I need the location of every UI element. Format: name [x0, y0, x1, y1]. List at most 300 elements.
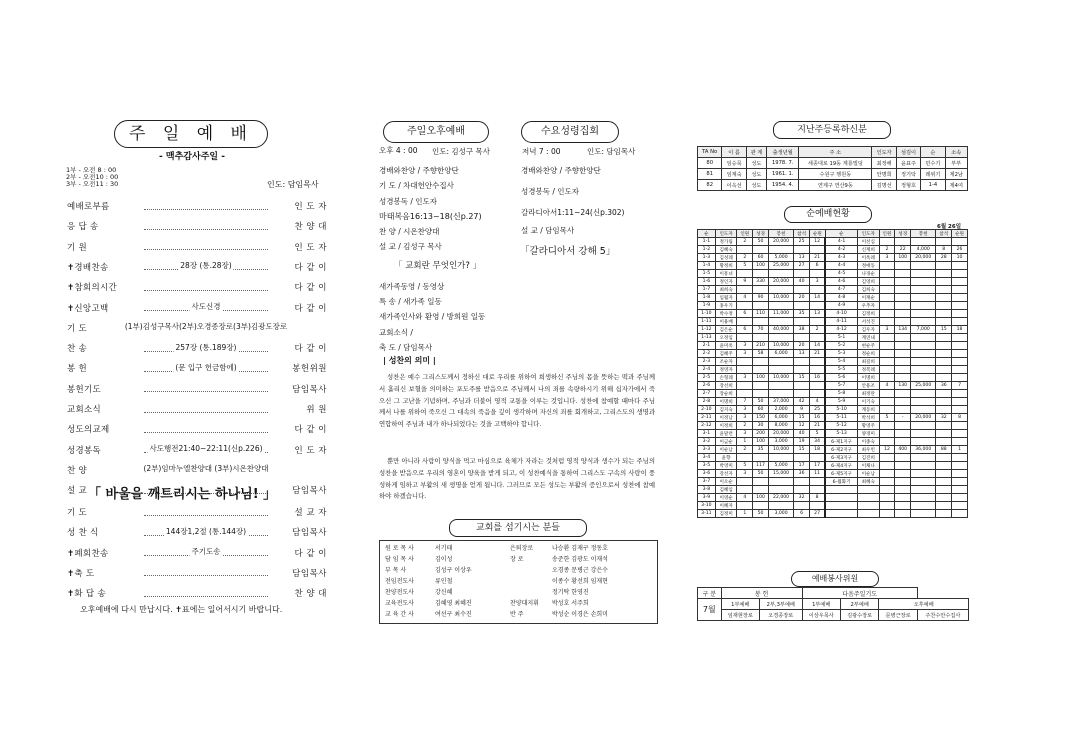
- attendance-cell: 이옥례: [857, 254, 879, 262]
- table-header-cell: 인원: [879, 230, 895, 238]
- staff-names: 송준한 김광도 이재석: [552, 556, 608, 563]
- attendance-cell: [768, 390, 793, 398]
- attendance-cell: [952, 238, 968, 246]
- attendance-cell: 3: [737, 470, 753, 478]
- attendance-cell: 나경순: [857, 270, 879, 278]
- table-row: [698, 342, 968, 350]
- attendance-cell: [952, 270, 968, 278]
- order-row: [67, 281, 327, 293]
- table-row: [698, 326, 968, 334]
- service-subheader-row: [698, 599, 969, 610]
- attendance-cell: [768, 270, 793, 278]
- attendance-cell: [952, 286, 968, 294]
- attendance-cell: [753, 502, 769, 510]
- staff-role: 찬양전도사: [385, 589, 414, 596]
- attendance-cell: 21: [809, 422, 825, 430]
- staff-role: 찬양대지휘: [510, 600, 539, 607]
- attendance-cell: [952, 406, 968, 414]
- newcomer-cell: 정기탁: [896, 169, 920, 180]
- attendance-cell: [895, 422, 911, 430]
- staff-names: 박성순 이경은 손희미: [552, 611, 608, 618]
- attendance-cell: [879, 494, 895, 502]
- attendance-cell: [879, 334, 895, 342]
- order-role: 담임목사: [292, 568, 327, 579]
- table-header-cell: 성경: [895, 230, 911, 238]
- service-person-cell: 이상우목사: [802, 610, 840, 621]
- attendance-cell: [936, 462, 952, 470]
- staff-names: 오경종 문병근 강은수: [552, 567, 608, 574]
- newcomers-table: [697, 146, 968, 191]
- attendance-cell: 장선희: [715, 382, 737, 390]
- attendance-cell: 김희숙: [857, 286, 879, 294]
- table-row: [698, 414, 968, 422]
- attendance-cell: [737, 318, 753, 326]
- attendance-cell: [895, 406, 911, 414]
- table-header-cell: 인도자: [857, 230, 879, 238]
- staff-names: 박성호 서주희: [552, 600, 589, 607]
- attendance-cell: 1-10: [698, 310, 716, 318]
- attendance-cell: 4: [737, 294, 753, 302]
- attendance-cell: 40: [794, 278, 810, 286]
- attendance-cell: 2: [809, 326, 825, 334]
- attendance-cell: [809, 270, 825, 278]
- attendance-cell: 10,000: [768, 294, 793, 302]
- order-label: ✝폐회찬송: [67, 548, 109, 559]
- attendance-cell: [895, 302, 911, 310]
- pm-order-line: 특 송 / 새가족 일동: [379, 297, 442, 306]
- staff-names: 여선구 최수진: [435, 611, 472, 618]
- attendance-cell: 58: [753, 350, 769, 358]
- attendance-cell: 20,000: [768, 430, 793, 438]
- pm-order-line: 찬 양 / 시온찬양대: [379, 227, 440, 236]
- attendance-cell: 100: [753, 494, 769, 502]
- attendance-cell: [737, 358, 753, 366]
- attendance-cell: 6,000: [768, 414, 793, 422]
- order-role: 다 같 이: [294, 262, 327, 273]
- attendance-cell: 14: [809, 294, 825, 302]
- staff-title: 교회를 섬기시는 분들: [449, 519, 587, 537]
- attendance-cell: 6: [737, 310, 753, 318]
- attendance-cell: 1-3: [698, 254, 716, 262]
- table-row: [698, 478, 968, 486]
- staff-role: 담 임 목 사: [385, 556, 414, 563]
- attendance-cell: 2-1: [698, 342, 716, 350]
- attendance-cell: [753, 390, 769, 398]
- order-role: 설 교 자: [294, 508, 327, 518]
- service-month: 7월: [698, 599, 722, 621]
- attendance-cell: 이정희: [715, 422, 737, 430]
- service-time-2: 2부 - 오전10 : 00: [66, 173, 119, 181]
- attendance-cell: [895, 366, 911, 374]
- footer-note: 오후예배에 다시 만납시다. ✝표에는 일어서시기 바랍니다.: [80, 605, 283, 614]
- staff-names: 강신혜: [435, 589, 453, 596]
- attendance-cell: [809, 302, 825, 310]
- attendance-cell: 15: [794, 374, 810, 382]
- staff-row: [507, 542, 611, 553]
- order-leader-dots: [144, 526, 268, 536]
- attendance-cell: [879, 478, 895, 486]
- table-row: [698, 262, 968, 270]
- attendance-cell: 이기숙: [857, 398, 879, 406]
- attendance-cell: [879, 454, 895, 462]
- attendance-cell: 5-9: [825, 398, 857, 406]
- table-header-cell: 순: [698, 230, 716, 238]
- attendance-cell: [911, 358, 936, 366]
- staff-names: 정기탁 한영진: [552, 589, 589, 596]
- attendance-cell: [879, 398, 895, 406]
- order-label: ✝신앙고백: [67, 303, 109, 314]
- staff-role: [507, 575, 549, 586]
- attendance-cell: 210: [753, 342, 769, 350]
- attendance-cell: 12: [879, 446, 895, 454]
- attendance-cell: [768, 366, 793, 374]
- attendance-cell: [936, 294, 952, 302]
- attendance-cell: 16: [809, 374, 825, 382]
- table-row: [698, 422, 968, 430]
- attendance-cell: [794, 318, 810, 326]
- attendance-cell: [794, 286, 810, 294]
- staff-role: 장 로: [510, 556, 524, 563]
- attendance-cell: 100: [753, 262, 769, 270]
- attendance-cell: 6-제2지구: [825, 446, 857, 454]
- table-row: [698, 382, 968, 390]
- attendance-cell: 4-5: [825, 270, 857, 278]
- attendance-cell: [936, 358, 952, 366]
- main-service-title: 주 일 예 배: [114, 120, 268, 148]
- attendance-cell: 200: [753, 430, 769, 438]
- attendance-cell: 1-11: [698, 318, 716, 326]
- attendance-cell: 김은순: [715, 326, 737, 334]
- attendance-cell: 김영희: [857, 278, 879, 286]
- attendance-cell: [768, 246, 793, 254]
- order-leader-dots: [144, 223, 268, 230]
- staff-names: 김이성: [435, 556, 453, 563]
- attendance-cell: [895, 398, 911, 406]
- attendance-cell: 3: [737, 430, 753, 438]
- attendance-cell: 6-제1지구: [825, 438, 857, 446]
- attendance-cell: 4,000: [911, 246, 936, 254]
- attendance-cell: 5-7: [825, 382, 857, 390]
- attendance-cell: 1: [737, 438, 753, 446]
- attendance-cell: 현순주: [857, 342, 879, 350]
- attendance-cell: [936, 478, 952, 486]
- wed-sermon: 「갈라디아서 강해 5」: [520, 246, 616, 257]
- attendance-cell: 김정희: [857, 310, 879, 318]
- attendance-cell: [911, 318, 936, 326]
- pm-time: 오후 4 : 00: [379, 146, 418, 155]
- attendance-cell: 3-6: [698, 470, 716, 478]
- attendance-cell: 20,000: [768, 238, 793, 246]
- newcomer-cell: 김명선: [872, 180, 896, 191]
- attendance-cell: 윤미옥: [715, 342, 737, 350]
- attendance-cell: [895, 334, 911, 342]
- order-role: 인 도 자: [294, 202, 327, 212]
- attendance-cell: 15: [794, 414, 810, 422]
- order-label: 봉 헌: [67, 364, 88, 375]
- essay-paragraph-2: 뿐만 아니라 사람이 양식을 먹고 마심으로 육체가 자라는 것처럼 영적 양식과 생수가 되는 주님의 성찬을 받음으로 우리의 영혼이 양육을 받게 되고, 이 성찬예식을 통하여 그리스도 구속의 사랑이 풍성하게 임하고 부활의 새 생명을 얻게 됩니다. 그러므로 모든 성도는 부활의 증인으로서 성찬에 참예하야 하겠습니다.: [379, 457, 655, 501]
- order-detail: 사도신경: [191, 302, 221, 311]
- essay-title: | 성찬의 의미 |: [383, 356, 436, 365]
- service-header-cell: 구 분: [698, 588, 722, 599]
- newcomer-cell: 임승묵: [722, 158, 746, 169]
- pm-service-title: 주일오후예배: [383, 121, 489, 143]
- newcomer-cell: 임계숙: [722, 169, 746, 180]
- attendance-cell: [936, 374, 952, 382]
- attendance-cell: [911, 398, 936, 406]
- attendance-cell: 4-7: [825, 286, 857, 294]
- attendance-cell: 5-3: [825, 350, 857, 358]
- attendance-cell: 3-1: [698, 430, 716, 438]
- attendance-cell: 김혜숙: [715, 246, 737, 254]
- attendance-cell: [952, 478, 968, 486]
- newcomer-cell: 제4여: [945, 180, 967, 191]
- table-row: [698, 334, 968, 342]
- wed-order-line: 갈라디아서1:11~24(신p.302): [521, 208, 625, 217]
- attendance-cell: [809, 486, 825, 494]
- attendance-cell: [879, 342, 895, 350]
- order-row: [67, 302, 327, 314]
- attendance-cell: 36: [936, 382, 952, 390]
- attendance-cell: 5-4: [825, 358, 857, 366]
- newcomer-cell: 81: [698, 169, 722, 180]
- order-leader-dots: [144, 549, 268, 556]
- table-header-cell: 주 소: [799, 147, 872, 158]
- attendance-cell: 2-3: [698, 358, 716, 366]
- attendance-cell: [952, 422, 968, 430]
- attendance-cell: 박영미: [715, 462, 737, 470]
- attendance-cell: [952, 310, 968, 318]
- attendance-cell: 100: [753, 438, 769, 446]
- attendance-cell: 5-2: [825, 342, 857, 350]
- attendance-cell: 15,000: [768, 470, 793, 478]
- attendance-cell: [737, 390, 753, 398]
- attendance-cell: [936, 390, 952, 398]
- table-row: [698, 158, 968, 169]
- attendance-cell: 정인자: [715, 278, 737, 286]
- attendance-cell: 2: [737, 446, 753, 454]
- order-detail: (1부)김성구목사(2부)오경종장로(3부)김광도장로: [124, 322, 288, 332]
- attendance-cell: 3-8: [698, 486, 716, 494]
- attendance-cell: 3: [879, 254, 895, 262]
- attendance-cell: 정가림: [715, 238, 737, 246]
- service-person-cell: 임재현장로: [721, 610, 759, 621]
- attendance-cell: 6-월화기: [825, 478, 857, 486]
- table-row: [698, 366, 968, 374]
- staff-row: [507, 608, 611, 619]
- staff-row: [382, 597, 475, 608]
- order-row: [67, 220, 327, 232]
- attendance-cell: 6,000: [768, 350, 793, 358]
- order-label: 성도의교제: [67, 425, 110, 436]
- staff-row: [382, 564, 475, 575]
- attendance-cell: [768, 454, 793, 462]
- attendance-cell: [794, 390, 810, 398]
- attendance-cell: 110: [753, 310, 769, 318]
- service-header-cell: 봉 헌: [721, 588, 802, 599]
- attendance-cell: [895, 470, 911, 478]
- attendance-date: 6월 26일: [937, 224, 962, 230]
- attendance-cell: 16: [809, 414, 825, 422]
- attendance-cell: 홍우기: [715, 302, 737, 310]
- attendance-cell: 6-제5지구: [825, 470, 857, 478]
- attendance-cell: 50: [753, 238, 769, 246]
- attendance-cell: 88: [936, 446, 952, 454]
- order-leader-dots: [144, 426, 268, 433]
- order-label: 찬 양: [67, 465, 88, 476]
- order-label: 찬 송: [67, 344, 88, 355]
- order-detail: 28장 (통.28장): [180, 261, 232, 271]
- attendance-cell: [952, 430, 968, 438]
- attendance-cell: 37,000: [768, 398, 793, 406]
- attendance-cell: 이금순: [715, 438, 737, 446]
- attendance-cell: 최우빈: [857, 446, 879, 454]
- table-header-cell: 순: [825, 230, 857, 238]
- attendance-cell: [737, 454, 753, 462]
- attendance-cell: 2-8: [698, 398, 716, 406]
- order-label: ✝경배찬송: [67, 262, 109, 273]
- attendance-cell: [809, 366, 825, 374]
- attendance-cell: [895, 286, 911, 294]
- attendance-cell: 21: [809, 350, 825, 358]
- attendance-table: [697, 229, 968, 518]
- attendance-cell: 13: [794, 350, 810, 358]
- attendance-cell: [895, 270, 911, 278]
- attendance-cell: [936, 406, 952, 414]
- attendance-cell: [753, 478, 769, 486]
- pm-order-line: 새가족동영 / 동영상: [379, 282, 445, 291]
- service-committee-title: 예배봉사위원: [791, 571, 879, 587]
- table-row: [698, 610, 969, 621]
- service-person-cell: 문병근장로: [879, 610, 917, 621]
- table-row: [698, 430, 968, 438]
- attendance-cell: 50: [753, 470, 769, 478]
- attendance-cell: 7: [737, 398, 753, 406]
- attendance-cell: [809, 382, 825, 390]
- attendance-cell: [794, 334, 810, 342]
- newcomer-cell: 부부: [945, 158, 967, 169]
- sermon-title: 「 바울을 깨트리시는 하나님! 」: [88, 487, 277, 502]
- attendance-cell: 90: [753, 294, 769, 302]
- attendance-cell: [794, 478, 810, 486]
- order-row: [67, 383, 327, 395]
- attendance-cell: [857, 502, 879, 510]
- attendance-cell: [936, 286, 952, 294]
- attendance-cell: 이용배: [715, 318, 737, 326]
- attendance-cell: 25,000: [911, 382, 936, 390]
- table-row: [698, 302, 968, 310]
- attendance-cell: 20: [794, 294, 810, 302]
- attendance-cell: 8: [936, 246, 952, 254]
- staff-row: [507, 564, 611, 575]
- attendance-cell: 22: [895, 246, 911, 254]
- attendance-cell: [753, 302, 769, 310]
- table-header-cell: 출생년월: [767, 147, 799, 158]
- attendance-cell: [936, 350, 952, 358]
- table-row: [698, 398, 968, 406]
- order-row: [67, 526, 327, 538]
- attendance-cell: [879, 358, 895, 366]
- order-label: 예배로부름: [67, 202, 110, 212]
- attendance-cell: 이정남: [715, 414, 737, 422]
- order-role: 담임목사: [292, 384, 327, 395]
- attendance-cell: 김성례: [715, 254, 737, 262]
- order-row: [67, 567, 327, 579]
- service-time-3: 3부 - 오전11 : 30: [66, 180, 119, 188]
- attendance-cell: [753, 382, 769, 390]
- attendance-cell: [768, 358, 793, 366]
- attendance-cell: [753, 486, 769, 494]
- order-role: 인 도 자: [294, 242, 327, 253]
- order-leader-dots: [144, 263, 268, 270]
- attendance-cell: [768, 486, 793, 494]
- attendance-cell: 3: [737, 350, 753, 358]
- staff-role: 은퇴장로: [510, 545, 534, 552]
- table-header-cell: 인도자: [715, 230, 737, 238]
- attendance-cell: [768, 334, 793, 342]
- attendance-cell: 11: [809, 470, 825, 478]
- attendance-cell: [936, 262, 952, 270]
- attendance-cell: [952, 350, 968, 358]
- newcomer-cell: 1954. 4.: [767, 180, 799, 191]
- order-row: [67, 464, 327, 476]
- attendance-cell: [768, 318, 793, 326]
- attendance-cell: 14: [809, 342, 825, 350]
- attendance-cell: [952, 262, 968, 270]
- staff-row: [382, 542, 475, 553]
- order-leader-dots: [124, 322, 288, 332]
- attendance-cell: [794, 486, 810, 494]
- table-header-cell: 이 름: [722, 147, 746, 158]
- attendance-cell: 2-7: [698, 390, 716, 398]
- attendance-cell: [879, 510, 895, 518]
- attendance-cell: 5-8: [825, 390, 857, 398]
- attendance-cell: [911, 278, 936, 286]
- table-row: [698, 486, 968, 494]
- service-person-cell: 주찬수안수집사: [917, 610, 968, 621]
- attendance-cell: 11,000: [768, 310, 793, 318]
- attendance-cell: [809, 334, 825, 342]
- newcomer-cell: 안명희: [872, 169, 896, 180]
- attendance-cell: [936, 438, 952, 446]
- order-leader-dots: [144, 243, 268, 250]
- attendance-cell: 5-6: [825, 374, 857, 382]
- attendance-cell: [952, 342, 968, 350]
- attendance-cell: [936, 494, 952, 502]
- attendance-cell: 40,000: [768, 326, 793, 334]
- attendance-cell: 2: [879, 246, 895, 254]
- order-leader-dots: [144, 385, 268, 392]
- order-label: 성 찬 식: [67, 528, 99, 539]
- attendance-cell: [879, 238, 895, 246]
- attendance-cell: [737, 486, 753, 494]
- attendance-cell: [879, 430, 895, 438]
- staff-role: 교 육 간 사: [385, 611, 414, 618]
- order-row: [67, 342, 327, 354]
- order-label: 교회소식: [67, 405, 102, 415]
- attendance-cell: [737, 246, 753, 254]
- order-label: ✝화 답 송: [67, 589, 106, 600]
- attendance-cell: 4: [809, 398, 825, 406]
- attendance-cell: [936, 366, 952, 374]
- order-row: [67, 547, 327, 559]
- attendance-cell: 32: [794, 494, 810, 502]
- attendance-cell: [895, 358, 911, 366]
- attendance-cell: [936, 278, 952, 286]
- table-row: [698, 510, 968, 518]
- attendance-cell: 18: [952, 326, 968, 334]
- order-row: [67, 423, 327, 435]
- attendance-cell: 손형례: [715, 374, 737, 382]
